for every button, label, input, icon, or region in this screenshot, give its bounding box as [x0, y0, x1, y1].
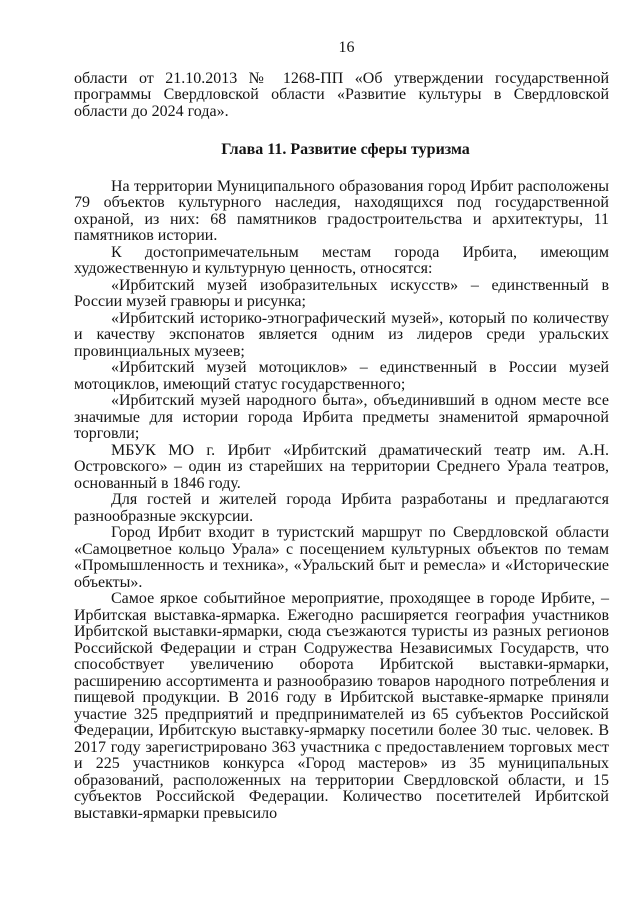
paragraph-attractions-intro: К достопримечательным местам города Ирбита, имеющим художественную и культурную ценность, относятся:: [74, 243, 609, 277]
paragraph-tourist-route: Город Ирбит входит в туристский маршрут по Свердловской области «Самоцветное кольцо Урала» с посещением культурных объектов по темам «Промышленность и техника», «Уральский быт и ремесла» и «Исторические объекты».: [74, 524, 609, 591]
paragraph-drama-theatre: МБУК МО г. Ирбит «Ирбитский драматический театр им. А.Н. Островского» – один из старейших на территории Среднего Урала театров, основанный в 1846 году.: [74, 441, 609, 492]
intro-paragraph: области от 21.10.2013 № 1268-ПП «Об утверждении государственной программы Свердловской области «Развитие культуры в Свердловской области до 2024 года».: [74, 69, 609, 120]
chapter-title: Глава 11. Развитие сферы туризма: [221, 141, 470, 158]
paragraph-museum-folk-life: «Ирбитский музей народного быта», объединивший в одном месте все значимые для истории города Ирбита предметы знаменитой ярмарочной торговли;: [74, 392, 609, 442]
paragraph-excursions: Для гостей и жителей города Ирбита разработаны и предлагаются разнообразные экскурсии.: [74, 491, 609, 525]
paragraph-museum-motorcycles: «Ирбитский музей мотоциклов» – единственный в России музей мотоциклов, имеющий статус государственного;: [74, 359, 609, 393]
paragraph-museum-fine-arts: «Ирбитский музей изобразительных искусств» – единственный в России музей гравюры и рисунка;: [74, 276, 609, 310]
paragraph-museum-ethnographic: «Ирбитский историко-этнографический музей», который по количеству и качеству экспонатов является одним из лидеров среди уральских провинциальных музеев;: [74, 309, 609, 360]
paragraph-heritage-sites: На территории Муниципального образования город Ирбит расположены 79 объектов культурного наследия, находящихся под государственной охраной, из них: 68 памятников градостроительства и архитектуры, 11 памятников истории.: [74, 177, 609, 244]
page-number: 16: [338, 39, 355, 56]
paragraph-irbit-fair: Самое яркое событийное мероприятие, проходящее в городе Ирбите, – Ирбитская выставка-ярмарка. Ежегодно расширяется география участников Ирбитской выставки-ярмарки, сюда съезжаются туристы из разных регионов Российской Федерации и стран Содружества Независимых Государств, что способствует увеличению оборота Ирбитской выставки-ярмарки, расширению ассортимента и разнообразию товаров народного потребления и пищевой продукции. В 2016 году в Ирбитской выставке-ярмарке приняли участие 325 предприятий и предпринимателей из 65 субъектов Российской Федерации, Ирбитскую выставку-ярмарку посетили более 30 тыс. человек. В 2017 году зарегистрировано 363 участника с предоставлением торговых мест и 225 участников конкурса «Город мастеров» из 35 муниципальных образований, расположенных на территории Свердловской области, и 15 субъектов Российской Федерации. Количество посетителей Ирбитской выставки-ярмарки превысило: [74, 590, 609, 822]
